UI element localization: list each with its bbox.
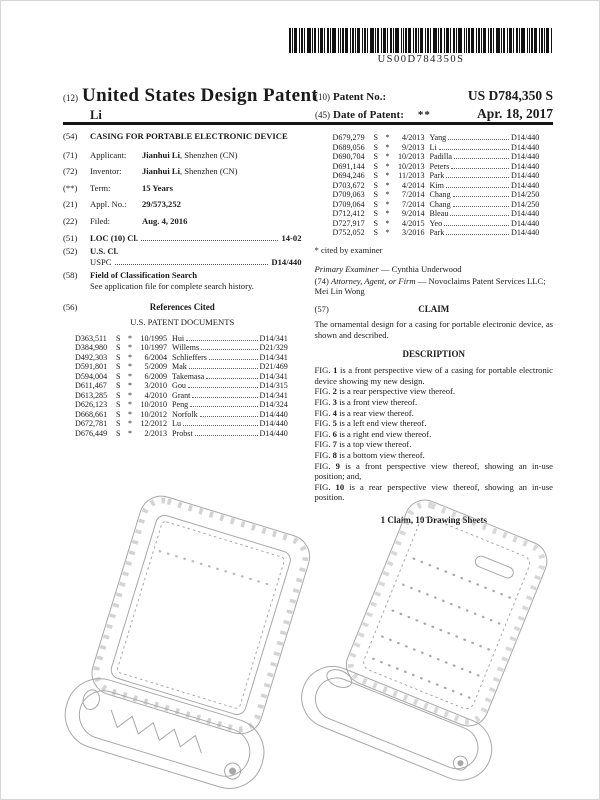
leader-dots [446,234,509,235]
body-columns [63,131,553,525]
search-history-note: See application file for complete search history. [90,280,254,291]
patent-references-table-left [63,334,302,439]
figure-description-line: FIG. 10 is a rear perspective view thereof, showing an in-use position. [314,481,553,503]
description-heading: DESCRIPTION [402,348,465,359]
leader-dots [453,196,509,197]
leader-dots [454,158,509,159]
term-section: (**) Term: 15 Years [63,182,173,193]
primary-examiner-line: Primary Examiner — Cynthia Underwood [314,264,462,275]
table-row: D611,467 S * 3/2010 Gou D14/315 [75,381,288,391]
inventor-surname: Li [90,108,102,122]
barcode [289,28,553,65]
table-row: D384,980 S * 10/1997 Willems D21/329 [75,343,288,353]
leader-dots [201,349,257,350]
document-header [63,85,553,124]
figure-descriptions [315,365,554,503]
applicant-section: (71) Applicant: Jianhui Li, Shenzhen (CN) [63,149,238,160]
leader-dots [444,225,509,226]
us-class-section: (52) U.S. Cl. USPC D14/440 [63,246,302,267]
patent-date: Apr. 18, 2017 [476,106,553,121]
application-number-section: (21) Appl. No.: 29/573,252 [63,199,181,210]
figure-description-line: FIG. 5 is a left end view thereof. [314,418,427,429]
claim-text: The ornamental design for a casing for portable electronic device, as shown and described. [314,319,553,341]
patent-references-table-right [315,133,554,238]
leader-dots [448,139,509,140]
table-row: D709,064 S * 7/2014 Chang D14/250 [332,199,540,209]
table-row: D727,917 S * 4/2015 Yeo D14/440 [332,218,540,228]
leader-dots [188,387,258,388]
leader-dots [192,397,257,398]
table-row: D690,704 S * 10/2013 Padilla D14/440 [332,152,540,161]
patent-number-row: (10) Patent No.: US D784,350 S [315,88,553,103]
leader-dots [186,340,257,341]
left-column [63,131,302,493]
cited-by-examiner-note: * cited by examiner [314,244,383,255]
figure-description-line: FIG. 2 is a rear perspective view thereof. [314,386,456,397]
header-divider [63,122,553,125]
table-row: D712,412 S * 9/2014 Bleau D14/440 [332,209,540,218]
figure-description-line: FIG. 1 is a front perspective view of a casing for portable electronic device showing my new design. [314,365,553,386]
leader-dots [446,187,509,188]
table-row: D672,781 S * 12/2012 Lu D14/440 [75,419,288,429]
kind-code: (12) [63,93,78,103]
table-row: D626,123 S * 10/2010 Peng D14/324 [75,400,288,410]
inventor-name: Jianhui Li [142,166,180,177]
claim-heading: (57) CLAIM [314,303,450,314]
figure-description-line: FIG. 3 is a front view thereof. [314,397,418,408]
leader-dots [200,416,258,417]
figure-description-line: FIG. 9 is a front perspective view thereof, showing an in-use position; and, [314,460,553,482]
patent-date-row: (45) Date of Patent: ** Apr. 18, 2017 [315,106,553,121]
barcode-image [289,28,553,53]
table-row: D591,801 S * 5/2009 Mak D21/469 [75,362,288,372]
patent-number: US D784,350 S [467,88,553,103]
table-row: D694,246 S * 11/2013 Park D14/440 [332,171,540,180]
figure-description-line: FIG. 4 is a rear view thereof. [314,407,414,418]
figure-description-line: FIG. 6 is a right end view thereof. [314,428,432,439]
table-row: D691,144 S * 10/2013 Peters D14/440 [332,161,540,171]
table-row: D613,285 S * 4/2010 Grant D14/341 [75,390,288,400]
leader-dots [206,378,257,379]
barcode-text: US00D784350S [377,54,465,65]
claims-sheets-summary: 1 Claim, 10 Drawing Sheets [380,514,487,525]
leader-dots [195,435,258,436]
leader-dots [450,215,509,216]
inventor-section: (72) Inventor: Jianhui Li, Shenzhen (CN) [63,166,238,177]
figure-description-line: FIG. 8 is a bottom view thereof. [314,450,425,460]
leader-dots [183,425,258,426]
leader-dots [189,368,258,369]
date-asterisks: ** [417,109,431,121]
applicant-name: Jianhui Li [142,149,180,160]
table-row: D679,279 S * 4/2013 Yang D14/440 [332,133,540,142]
table-row: D594,004 S * 6/2009 Takemasa D14/341 [75,371,288,381]
leader-dots [451,168,509,169]
right-column [314,131,554,525]
us-patent-documents-heading: U.S. PATENT DOCUMENTS [130,317,235,328]
front-perspective-figure-drawing [63,491,303,799]
leader-dots [190,406,257,407]
table-row: D668,661 S * 10/2012 Norfolk D14/440 [75,409,288,419]
document-title: United States Design Patent [82,85,319,106]
table-row: D703,672 S * 4/2014 Kim D14/440 [332,180,540,190]
rear-perspective-figure-drawing [303,493,553,799]
filed-section: (22) Filed: Aug. 4, 2016 [63,215,188,226]
table-row: D676,449 S * 2/2013 Probst D14/440 [75,428,288,438]
leader-dots [439,149,509,150]
title-section: (54) CASING FOR PORTABLE ELECTRONIC DEVICE [63,131,302,142]
table-row: D689,056 S * 9/2013 Li D14/440 [332,142,540,152]
leader-dots [446,177,509,178]
figure-description-line: FIG. 7 is a top view thereof. [314,439,412,450]
invention-title: CASING FOR PORTABLE ELECTRONIC DEVICE [90,131,288,141]
leader-dots [453,206,509,207]
leader-dots [115,264,269,265]
loc-class-section: (51) LOC (10) Cl. 14-02 [63,232,302,243]
attorney-line: (74) Attorney, Agent, or Firm — Novoclaims Patent Services LLC; Mei Lin Wong [314,275,546,297]
table-row: D752,052 S * 3/2016 Park D14/440 [332,228,540,237]
field-of-search-section: (58) Field of Classification Search See application file for complete search history. [63,270,302,291]
references-cited-heading: (56) References Cited [63,301,215,312]
table-row: D363,511 S * 10/1995 Hui D14/341 [75,333,288,343]
table-row: D709,063 S * 7/2014 Chang D14/250 [332,190,540,199]
table-row: D492,303 S * 6/2004 Schlieffers D14/341 [75,352,288,362]
leader-dots [141,240,278,241]
leader-dots [209,359,258,360]
